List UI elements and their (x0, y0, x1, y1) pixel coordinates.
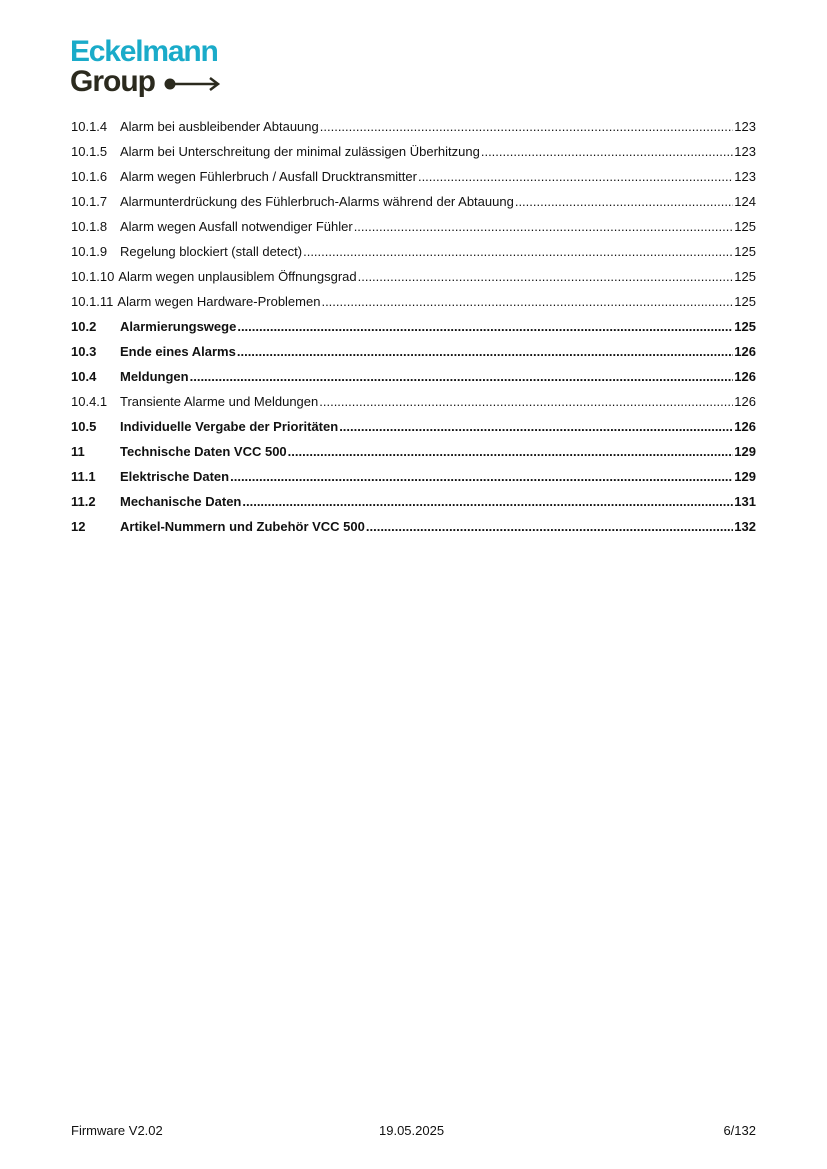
toc-title: Ende eines Alarms (120, 344, 236, 359)
dot-leader (242, 493, 733, 510)
logo-line2 (70, 67, 221, 97)
toc-title: Alarmunterdrückung des Fühlerbruch-Alarms während der Abtauung (120, 194, 514, 209)
dot-leader (320, 118, 734, 135)
toc-page: 126 (734, 419, 756, 434)
toc-number: 10.4 (71, 369, 97, 384)
dot-leader (230, 468, 733, 485)
toc-page: 126 (734, 344, 756, 359)
toc-entry[interactable] (71, 443, 756, 468)
toc-number: 10.1.9 (71, 244, 108, 259)
toc-entry[interactable] (71, 193, 756, 218)
toc-page: 126 (734, 394, 756, 409)
toc-page: 132 (734, 519, 756, 534)
toc-title: Alarm wegen unplausiblem Öffnungsgrad (118, 269, 357, 284)
toc-page: 123 (734, 119, 756, 134)
dot-leader (366, 518, 733, 535)
toc-title: Transiente Alarme und Meldungen (120, 394, 319, 409)
toc-page: 129 (734, 444, 756, 459)
toc-title: Alarm bei ausbleibender Abtauung (120, 119, 319, 134)
toc-number: 10.1.5 (71, 144, 108, 159)
toc-page: 131 (734, 494, 756, 509)
toc-entry[interactable] (71, 218, 756, 243)
toc-page: 125 (734, 244, 756, 259)
dot-leader (319, 393, 733, 410)
footer-firmware: Firmware V2.02 (71, 1123, 163, 1138)
toc-number: 11.2 (71, 494, 96, 509)
dot-leader (303, 243, 733, 260)
table-of-contents (71, 118, 756, 543)
toc-title: Artikel-Nummern und Zubehör VCC 500 (120, 519, 365, 534)
toc-number: 10.1.7 (71, 194, 108, 209)
toc-number: 11.1 (71, 469, 96, 484)
toc-number: 10.5 (71, 419, 97, 434)
toc-entry[interactable] (71, 493, 756, 518)
toc-title: Individuelle Vergabe der Prioritäten (120, 419, 339, 434)
toc-title: Alarm wegen Fühlerbruch / Ausfall Drucktransmitter (120, 169, 417, 184)
dot-leader (237, 343, 733, 360)
toc-entry[interactable] (71, 318, 756, 343)
toc-entry[interactable] (71, 168, 756, 193)
arrow-icon (163, 76, 221, 92)
toc-entry[interactable] (71, 118, 756, 143)
toc-title: Alarm wegen Ausfall notwendiger Fühler (120, 219, 353, 234)
toc-page: 125 (734, 269, 756, 284)
toc-number: 11 (71, 444, 85, 459)
toc-entry[interactable] (71, 468, 756, 493)
toc-entry[interactable] (71, 268, 756, 293)
toc-number: 10.1.8 (71, 219, 108, 234)
toc-entry[interactable] (71, 418, 756, 443)
footer-date: 19.05.2025 (379, 1123, 445, 1138)
logo-line2-text: Group (70, 65, 155, 98)
toc-page: 123 (734, 169, 756, 184)
toc-number: 10.2 (71, 319, 97, 334)
dot-leader (321, 293, 733, 310)
toc-page: 125 (734, 319, 756, 334)
toc-page: 126 (734, 369, 756, 384)
toc-number: 12 (71, 519, 86, 534)
toc-page: 125 (734, 219, 756, 234)
toc-entry[interactable] (71, 243, 756, 268)
toc-entry[interactable] (71, 293, 756, 318)
dot-leader (288, 443, 734, 460)
toc-number: 10.1.10 (71, 269, 115, 284)
toc-page: 129 (734, 469, 756, 484)
dot-leader (418, 168, 733, 185)
toc-title: Mechanische Daten (120, 494, 242, 509)
toc-entry[interactable] (71, 368, 756, 393)
dot-leader (358, 268, 734, 285)
toc-page: 123 (734, 144, 756, 159)
dot-leader (481, 143, 733, 160)
dot-leader (237, 318, 733, 335)
eckelmann-logo (70, 37, 221, 97)
toc-entry[interactable] (71, 393, 756, 418)
toc-title: Alarmierungswege (120, 319, 237, 334)
toc-entry[interactable] (71, 518, 756, 543)
toc-number: 10.4.1 (71, 394, 108, 409)
logo-line1: Eckelmann (70, 35, 218, 68)
toc-title: Alarm wegen Hardware-Problemen (117, 294, 321, 309)
toc-number: 10.3 (71, 344, 97, 359)
toc-title: Meldungen (120, 369, 189, 384)
toc-entry[interactable] (71, 143, 756, 168)
toc-number: 10.1.11 (71, 294, 114, 309)
toc-page: 124 (734, 194, 756, 209)
dot-leader (339, 418, 733, 435)
dot-leader (190, 368, 734, 385)
dot-leader (354, 218, 734, 235)
toc-title: Elektrische Daten (120, 469, 230, 484)
toc-title: Technische Daten VCC 500 (120, 444, 287, 459)
toc-page: 125 (734, 294, 756, 309)
toc-title: Regelung blockiert (stall detect) (120, 244, 303, 259)
toc-entry[interactable] (71, 343, 756, 368)
toc-number: 10.1.6 (71, 169, 108, 184)
toc-number: 10.1.4 (71, 119, 108, 134)
toc-title: Alarm bei Unterschreitung der minimal zulässigen Überhitzung (120, 144, 480, 159)
footer-page-number: 6/132 (723, 1123, 756, 1138)
dot-leader (515, 193, 733, 210)
